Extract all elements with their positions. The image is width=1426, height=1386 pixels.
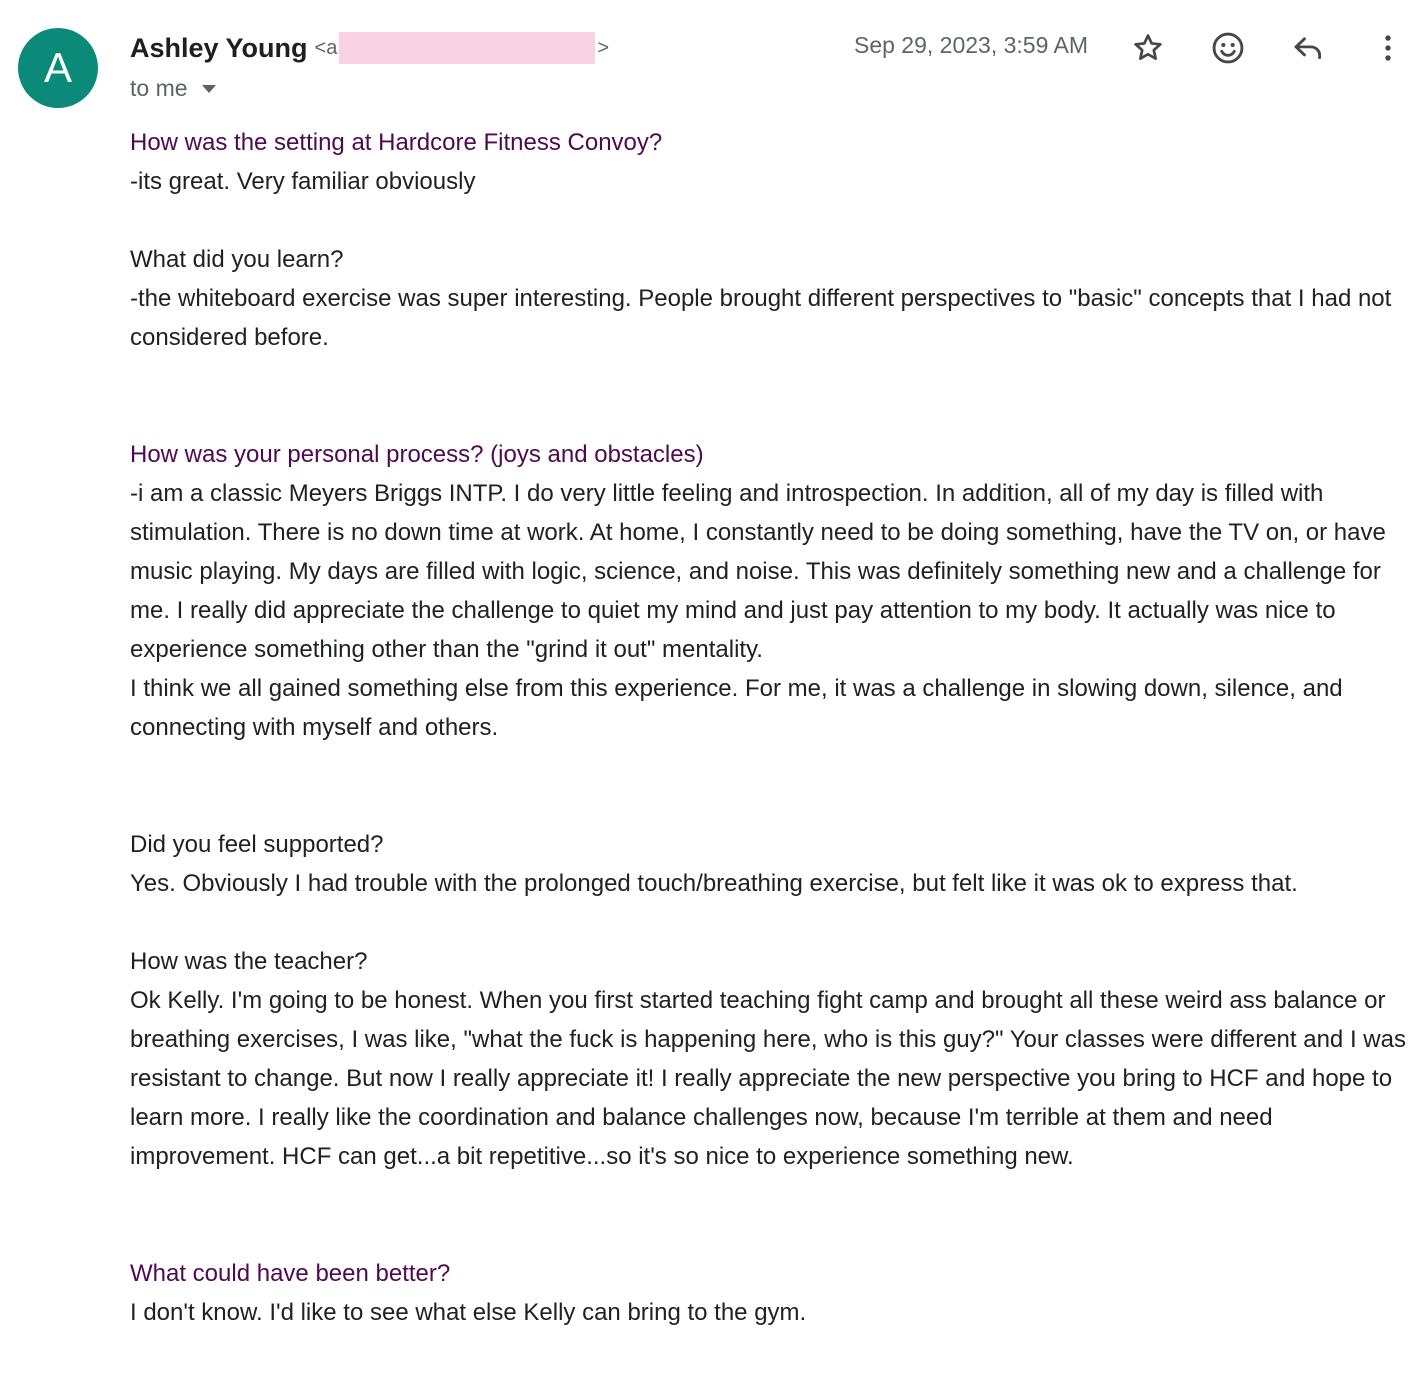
message-date: Sep 29, 2023, 3:59 AM (853, 32, 1088, 58)
star-icon (1131, 31, 1165, 65)
more-options-button[interactable] (1368, 28, 1408, 68)
caret-down-icon[interactable] (202, 85, 216, 93)
answer-process-continued: I think we all gained something else from this experience. For me, it was a challenge in slowing down, silence, and connecting with myself and others. (130, 675, 1343, 741)
question-teacher: How was the teacher? (130, 948, 368, 975)
email-redaction (339, 32, 595, 64)
answer-better: I don't know. I'd like to see what else Kelly can bring to the gym. (130, 1299, 807, 1326)
reply-button[interactable] (1288, 28, 1328, 68)
recipient-label: to me (130, 74, 188, 101)
answer-learn: -the whiteboard exercise was super interesting. People brought different perspectives to "basic" concepts that I had not considered before. (130, 285, 1392, 351)
reply-icon (1291, 31, 1325, 65)
answer-process: -i am a classic Meyers Briggs INTP. I do very little feeling and introspection. In addition, all of my day is filled with stimulation. There is no down time at work. At home, I constantly need to be doing something, have the TV on, or have music playing. My days are filled with logic, science, and noise. This was definitely something new and a challenge for me. I really did appreciate the challenge to quiet my mind and just pay attention to my body. It actually was nice to experience something other than the "grind it out" mentality. (130, 480, 1386, 663)
answer-supported: Yes. Obviously I had trouble with the prolonged touch/breathing exercise, but felt like it was ok to express that. (130, 870, 1298, 897)
sender-avatar[interactable]: A (18, 28, 98, 108)
question-better: What could have been better? (130, 1260, 451, 1287)
answer-teacher: Ok Kelly. I'm going to be honest. When you first started teaching fight camp and brought all these weird ass balance or breathing exercises, I was like, "what the fuck is happening here, who is this guy?" Your classes were different and I was resistant to change. But now I really appreciate it! I really appreciate the new perspective you bring to HCF and hope to learn more. I really like the coordination and balance challenges now, because I'm terrible at them and need improvement. HCF can get...a bit repetitive...so it's so nice to experience something new. (130, 987, 1406, 1170)
answer-setting: -its great. Very familiar obviously (130, 168, 476, 195)
question-process: How was your personal process? (joys and obstacles) (130, 441, 704, 468)
recipient-dropdown[interactable] (130, 72, 216, 104)
message-body (130, 123, 1415, 1332)
star-button[interactable] (1128, 28, 1168, 68)
sender-name[interactable]: Ashley Young (130, 32, 308, 63)
sender-email-open: <a (314, 36, 338, 59)
emoji-icon (1210, 30, 1246, 66)
emoji-button[interactable] (1208, 28, 1248, 68)
sender-email-close: > (597, 36, 610, 59)
more-vert-icon (1371, 31, 1405, 65)
sender-line (130, 30, 609, 66)
question-supported: Did you feel supported? (130, 831, 384, 858)
question-learn: What did you learn? (130, 246, 344, 273)
question-setting: How was the setting at Hardcore Fitness Convoy? (130, 129, 663, 156)
